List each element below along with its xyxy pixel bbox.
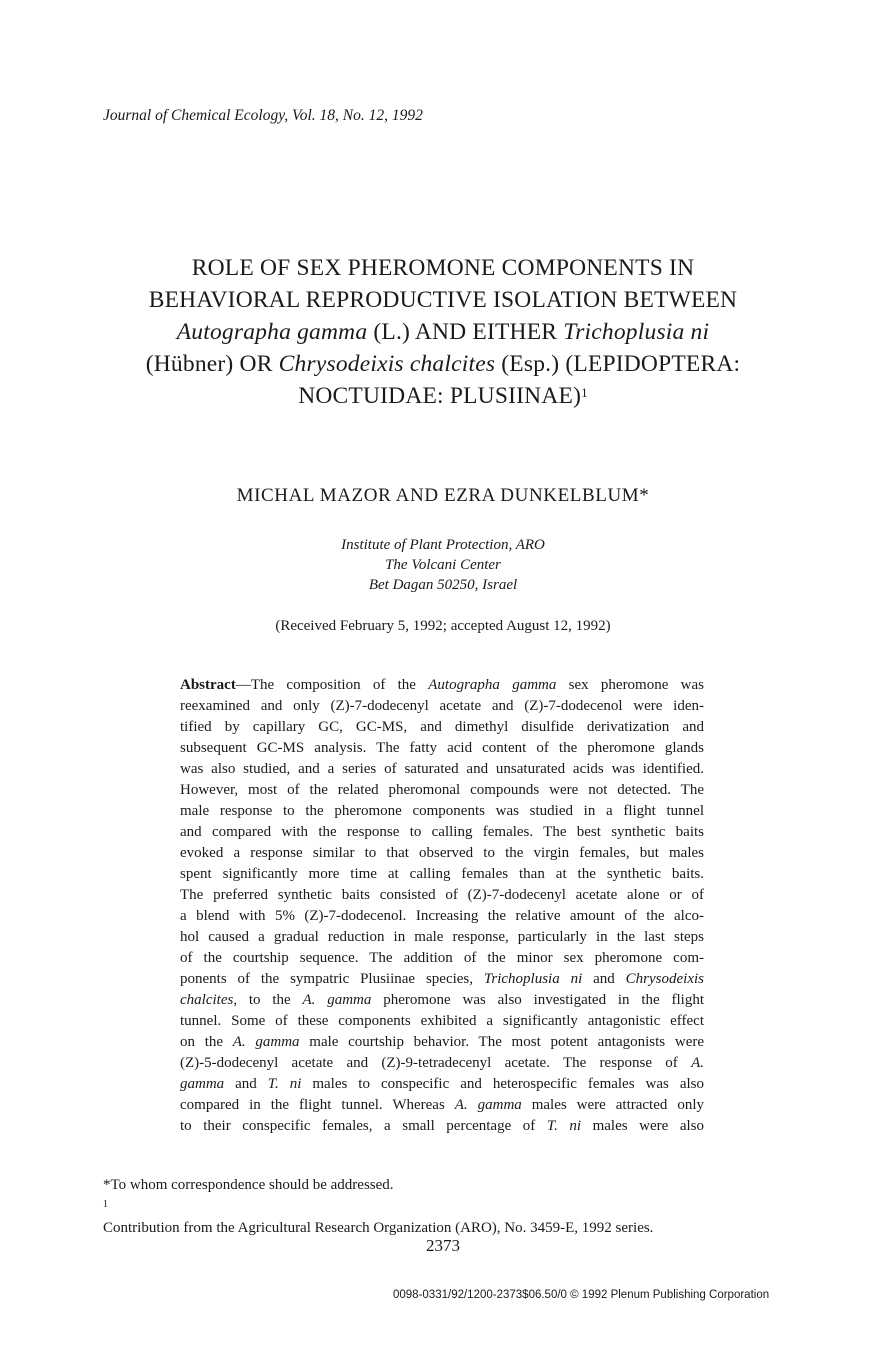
species-name: Trichoplusia ni	[483, 971, 583, 987]
abstract-line	[180, 1032, 704, 1053]
received-dates: (Received February 5, 1992; accepted August 12, 1992)	[275, 618, 611, 634]
abstract-line: of the courtship sequence. The addition of the minor sex pheromone com-	[180, 950, 704, 966]
abstract-line	[180, 1074, 704, 1095]
title-line-2: BEHAVIORAL REPRODUCTIVE ISOLATION BETWEEN	[148, 287, 738, 313]
abstract-line: spent significantly more time at calling females than at the synthetic baits.	[180, 866, 704, 882]
abstract-line: was also studied, and a series of saturated and unsaturated acids was identified.	[180, 761, 704, 777]
title-text: (Esp.) (LEPIDOPTERA:	[495, 351, 741, 377]
species-name: A. gamma	[454, 1097, 522, 1113]
abstract-text: ponents of the sympatric Plusiinae species,	[180, 971, 484, 987]
species-name: Trichoplusia ni	[563, 319, 710, 345]
footnote-contribution	[103, 1195, 653, 1238]
species-name: A. gamma	[302, 992, 372, 1008]
footnote-marker: 1	[581, 385, 588, 400]
page-number: 2373	[426, 1236, 460, 1255]
abstract-text: pheromone was also investigated in the flight	[371, 992, 704, 1008]
abstract-line	[180, 990, 704, 1011]
abstract-line: subsequent GC-MS analysis. The fatty acid content of the pheromone glands	[180, 740, 704, 756]
title-line-5	[60, 380, 826, 412]
abstract-line: The preferred synthetic baits consisted of (Z)-7-dodecenyl acetate alone or of	[180, 887, 704, 903]
abstract-line: male response to the pheromone components was studied in a flight tunnel	[180, 803, 704, 819]
title-text: NOCTUIDAE: PLUSIINAE)	[298, 383, 582, 409]
abstract-line	[180, 969, 704, 990]
abstract	[180, 675, 704, 1137]
species-name: Chrysodeixis chalcites	[278, 351, 496, 377]
abstract-text: males to conspecific and heterospecific females was also	[301, 1076, 704, 1092]
abstract-text: male courtship behavior. The most potent antagonists were	[299, 1034, 705, 1050]
abstract-text: (Z)-5-dodecenyl acetate and (Z)-9-tetradecenyl acetate. The response of	[180, 1055, 692, 1071]
title-line-4	[60, 348, 826, 380]
abstract-line: tified by capillary GC, GC-MS, and dimethyl disulfide derivatization and	[180, 719, 704, 735]
species-name: chalcites	[180, 992, 234, 1008]
abstract-line: a blend with 5% (Z)-7-dodecenol. Increasing the relative amount of the alco-	[180, 908, 704, 924]
abstract-line: and compared with the response to calling females. The best synthetic baits	[180, 824, 704, 840]
abstract-text: and	[224, 1076, 268, 1092]
abstract-line	[180, 1053, 704, 1074]
copyright-line: 0098-0331/92/1200-2373$06.50/0 © 1992 Plenum Publishing Corporation	[393, 1289, 770, 1301]
affiliation-line-3: Bet Dagan 50250, Israel	[368, 577, 518, 593]
authors: MICHAL MAZOR AND EZRA DUNKELBLUM*	[236, 485, 650, 506]
article-title	[60, 252, 826, 412]
abstract-label: Abstract	[180, 677, 236, 693]
title-line-1: ROLE OF SEX PHEROMONE COMPONENTS IN	[191, 255, 695, 281]
abstract-text: and	[582, 971, 626, 987]
abstract-text: compared in the flight tunnel. Whereas	[180, 1097, 455, 1113]
species-name: gamma	[180, 1076, 225, 1092]
affiliation-line-2: The Volcani Center	[385, 557, 501, 573]
abstract-text: to their conspecific females, a small percentage of	[180, 1118, 547, 1134]
abstract-text: on the	[180, 1034, 233, 1050]
species-name: Chrysodeixis	[625, 971, 704, 987]
title-text: (L.) AND EITHER	[367, 319, 564, 345]
abstract-line: hol caused a gradual reduction in male response, particularly in the last steps	[180, 929, 704, 945]
title-line-3	[60, 316, 826, 348]
abstract-text: sex pheromone was	[556, 677, 704, 693]
species-name: A. gamma	[232, 1034, 300, 1050]
footnote-correspondence: *To whom correspondence should be addressed.	[103, 1177, 394, 1193]
abstract-line	[180, 1095, 704, 1116]
abstract-text: —The composition of the	[235, 677, 429, 693]
abstract-line	[180, 1116, 704, 1137]
abstract-line	[180, 675, 704, 696]
abstract-line: tunnel. Some of these components exhibited a significantly antagonistic effect	[180, 1013, 704, 1029]
abstract-text: , to the	[233, 992, 303, 1008]
abstract-line: evoked a response similar to that observed to the virgin females, but males	[180, 845, 704, 861]
species-name: A.	[691, 1055, 704, 1071]
affiliation-line-1: Institute of Plant Protection, ARO	[341, 537, 545, 553]
affiliation	[0, 535, 886, 595]
abstract-line: However, most of the related pheromonal compounds were not detected. The	[180, 782, 704, 798]
footnote-text: Contribution from the Agricultural Research Organization (ARO), No. 3459-E, 1992 series.	[103, 1220, 654, 1236]
species-name: Autographa gamma	[176, 319, 368, 345]
title-text: (Hübner) OR	[145, 351, 279, 377]
abstract-text: males were attracted only	[521, 1097, 704, 1113]
footnote-marker: 1	[103, 1199, 108, 1210]
species-name: T. ni	[546, 1118, 582, 1134]
abstract-text: males were also	[581, 1118, 704, 1134]
journal-header: Journal of Chemical Ecology, Vol. 18, No. 12, 1992	[103, 107, 423, 124]
species-name: T. ni	[267, 1076, 302, 1092]
footnotes	[103, 1176, 653, 1238]
species-name: Autographa gamma	[428, 677, 557, 693]
abstract-line: reexamined and only (Z)-7-dodecenyl acetate and (Z)-7-dodecenol were iden-	[180, 698, 704, 714]
